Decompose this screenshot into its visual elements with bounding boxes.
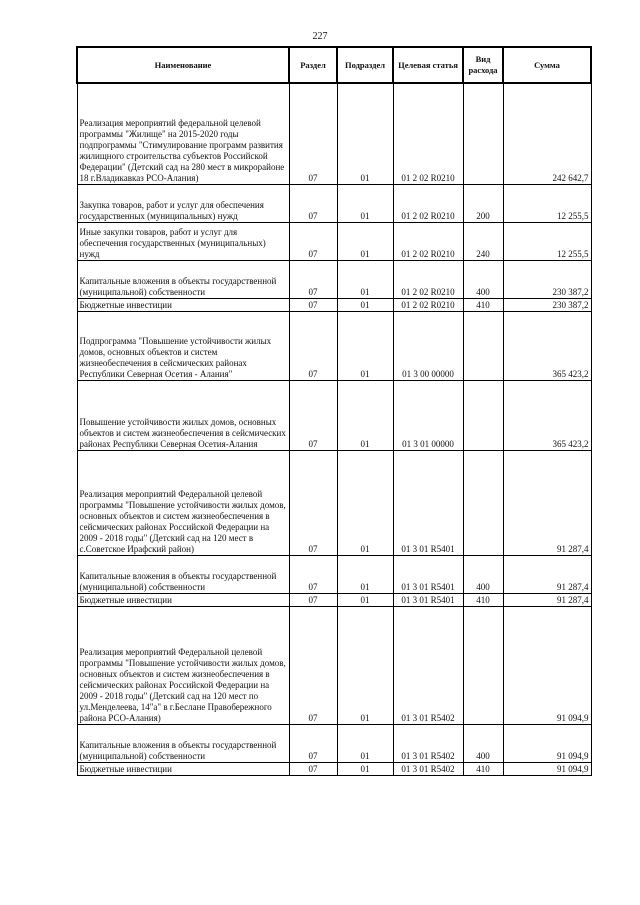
row-subsection: 01	[337, 298, 393, 311]
row-section: 07	[289, 762, 337, 775]
row-amount: 230 387,2	[503, 298, 591, 311]
row-subsection: 01	[337, 593, 393, 606]
row-type	[463, 606, 503, 724]
table-row	[77, 260, 591, 298]
row-target: 01 2 02 R0210	[393, 83, 463, 184]
table-row	[77, 450, 591, 555]
row-subsection: 01	[337, 724, 393, 762]
row-name: Реализация мероприятий Федеральной целевой программы "Повышение устойчивости жилых домов, основных объектов и систем жизнеобеспечения в сейсмических районах Российской Федерации на 2009 - 2018 годы" (Детский сад на 120 мест в с.Советское Ирафский район)	[77, 450, 289, 555]
row-type: 400	[463, 555, 503, 593]
row-name: Капитальные вложения в объекты государственной (муниципальной) собственности	[77, 724, 289, 762]
header-section: Раздел	[289, 47, 337, 83]
row-amount: 230 387,2	[503, 260, 591, 298]
row-section: 07	[289, 260, 337, 298]
row-type: 400	[463, 260, 503, 298]
row-amount: 365 423,2	[503, 380, 591, 450]
header-name: Наименование	[77, 47, 289, 83]
row-section: 07	[289, 606, 337, 724]
row-amount: 91 287,4	[503, 593, 591, 606]
row-target: 01 2 02 R0210	[393, 298, 463, 311]
row-name: Бюджетные инвестиции	[77, 762, 289, 775]
row-subsection: 01	[337, 83, 393, 184]
row-amount: 12 255,5	[503, 222, 591, 260]
page-number: 227	[312, 31, 328, 42]
row-type: 200	[463, 184, 503, 222]
row-target: 01 2 02 R0210	[393, 260, 463, 298]
row-type: 400	[463, 724, 503, 762]
row-amount: 91 094,9	[503, 762, 591, 775]
row-amount: 12 255,5	[503, 184, 591, 222]
row-name: Бюджетные инвестиции	[77, 593, 289, 606]
row-name: Иные закупки товаров, работ и услуг для обеспечения государственных (муниципальных) нужд	[77, 222, 289, 260]
row-target: 01 3 00 00000	[393, 311, 463, 380]
row-section: 07	[289, 184, 337, 222]
row-subsection: 01	[337, 222, 393, 260]
table-header-row	[77, 47, 591, 83]
row-subsection: 01	[337, 606, 393, 724]
row-section: 07	[289, 593, 337, 606]
row-subsection: 01	[337, 762, 393, 775]
row-type: 410	[463, 762, 503, 775]
row-target: 01 2 02 R0210	[393, 222, 463, 260]
table-row	[77, 724, 591, 762]
table-row	[77, 555, 591, 593]
table-row	[77, 380, 591, 450]
row-name: Капитальные вложения в объекты государственной (муниципальной) собственности	[77, 555, 289, 593]
row-amount: 242 642,7	[503, 83, 591, 184]
row-target: 01 2 02 R0210	[393, 184, 463, 222]
row-amount: 91 094,9	[503, 724, 591, 762]
row-subsection: 01	[337, 450, 393, 555]
row-name: Подпрограмма "Повышение устойчивости жилых домов, основных объектов и систем жизнеобеспечения в сейсмических районах Республики Северная Осетия - Алания"	[77, 311, 289, 380]
row-type	[463, 83, 503, 184]
table-row	[77, 83, 591, 184]
row-type: 410	[463, 593, 503, 606]
row-name: Бюджетные инвестиции	[77, 298, 289, 311]
row-name: Реализация мероприятий Федеральной целевой программы "Повышение устойчивости жилых домов, основных объектов и систем жизнеобеспечения в сейсмических районах Российской Федерации на 2009 - 2018 годы" (Детский сад на 120 мест по ул.Менделеева, 14"а" в г.Беслане Правобережного района РСО-Алания)	[77, 606, 289, 724]
row-type	[463, 380, 503, 450]
row-subsection: 01	[337, 555, 393, 593]
row-name: Реализация мероприятий федеральной целевой программы "Жилище" на 2015-2020 годы подпрограммы "Стимулирование программ развития жилищного строительства субъектов Российской Федерации" (Детский сад на 280 мест в микрорайоне 18 г.Владикавказ РСО-Алания)	[77, 83, 289, 184]
row-section: 07	[289, 298, 337, 311]
row-name: Закупка товаров, работ и услуг для обеспечения государственных (муниципальных) нужд	[77, 184, 289, 222]
row-target: 01 3 01 00000	[393, 380, 463, 450]
row-amount: 365 423,2	[503, 311, 591, 380]
row-section: 07	[289, 555, 337, 593]
budget-table	[76, 46, 592, 776]
row-subsection: 01	[337, 184, 393, 222]
header-amount: Сумма	[503, 47, 591, 83]
row-section: 07	[289, 83, 337, 184]
row-type	[463, 450, 503, 555]
table-row	[77, 184, 591, 222]
row-target: 01 3 01 R5401	[393, 450, 463, 555]
table-row	[77, 222, 591, 260]
table-row	[77, 606, 591, 724]
table-row	[77, 311, 591, 380]
row-target: 01 3 01 R5402	[393, 724, 463, 762]
table-row	[77, 593, 591, 606]
row-subsection: 01	[337, 260, 393, 298]
row-section: 07	[289, 380, 337, 450]
row-section: 07	[289, 222, 337, 260]
row-name: Капитальные вложения в объекты государственной (муниципальной) собственности	[77, 260, 289, 298]
table-row	[77, 762, 591, 775]
row-type: 410	[463, 298, 503, 311]
row-subsection: 01	[337, 380, 393, 450]
row-type	[463, 311, 503, 380]
header-target: Целевая статья	[393, 47, 463, 83]
row-name: Повышение устойчивости жилых домов, основных объектов и систем жизнеобеспечения в сейсмических районах Республики Северная Осетия-Алания	[77, 380, 289, 450]
row-subsection: 01	[337, 311, 393, 380]
row-target: 01 3 01 R5401	[393, 593, 463, 606]
row-target: 01 3 01 R5402	[393, 606, 463, 724]
header-expense-type: Вид расхода	[463, 47, 503, 83]
table-row	[77, 298, 591, 311]
row-target: 01 3 01 R5401	[393, 555, 463, 593]
row-target: 01 3 01 R5402	[393, 762, 463, 775]
row-type: 240	[463, 222, 503, 260]
row-amount: 91 287,4	[503, 555, 591, 593]
row-amount: 91 287,4	[503, 450, 591, 555]
header-subsection: Подраздел	[337, 47, 393, 83]
row-section: 07	[289, 311, 337, 380]
row-amount: 91 094,9	[503, 606, 591, 724]
row-section: 07	[289, 724, 337, 762]
row-section: 07	[289, 450, 337, 555]
